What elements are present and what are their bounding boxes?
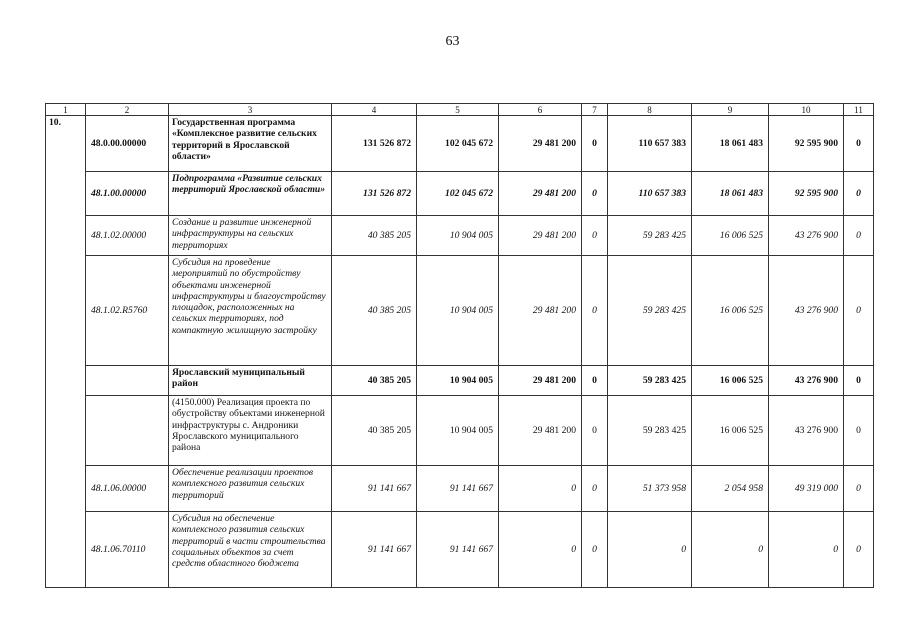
cell-11: 0 xyxy=(844,396,874,466)
row-code: 48.1.02.R5760 xyxy=(86,256,169,366)
row-code: 48.1.06.70110 xyxy=(86,512,169,588)
cell-6: 29 481 200 xyxy=(499,172,582,216)
row-code: 48.1.00.00000 xyxy=(86,172,169,216)
row-name: Субсидия на проведение мероприятий по обустройству объектами инженерной инфраструктуры и благоустройству площадок, расположенных на сельских территориях, под компактную жилищную застройку xyxy=(169,256,332,366)
budget-table xyxy=(45,103,874,588)
table-row xyxy=(46,396,874,466)
cell-8: 59 283 425 xyxy=(608,256,692,366)
cell-9: 2 054 958 xyxy=(692,466,769,512)
cell-8: 59 283 425 xyxy=(608,366,692,396)
header-cell: 7 xyxy=(582,104,608,116)
cell-8: 51 373 958 xyxy=(608,466,692,512)
cell-10: 0 xyxy=(769,512,844,588)
header-row xyxy=(46,104,874,116)
header-cell: 5 xyxy=(417,104,499,116)
cell-11: 0 xyxy=(844,116,874,172)
cell-6: 29 481 200 xyxy=(499,216,582,256)
cell-11: 0 xyxy=(844,512,874,588)
cell-5: 10 904 005 xyxy=(417,256,499,366)
cell-4: 91 141 667 xyxy=(332,512,417,588)
cell-5: 102 045 672 xyxy=(417,116,499,172)
cell-5: 10 904 005 xyxy=(417,396,499,466)
row-name: Создание и развитие инженерной инфраструктуры на сельских территориях xyxy=(169,216,332,256)
cell-9: 16 006 525 xyxy=(692,256,769,366)
cell-11: 0 xyxy=(844,466,874,512)
table-row xyxy=(46,466,874,512)
cell-4: 40 385 205 xyxy=(332,396,417,466)
cell-7: 0 xyxy=(582,172,608,216)
row-code: 48.1.06.00000 xyxy=(86,466,169,512)
cell-6: 29 481 200 xyxy=(499,256,582,366)
row-code: 48.1.02.00000 xyxy=(86,216,169,256)
cell-10: 43 276 900 xyxy=(769,256,844,366)
header-cell: 9 xyxy=(692,104,769,116)
cell-6: 0 xyxy=(499,466,582,512)
cell-11: 0 xyxy=(844,172,874,216)
cell-4: 40 385 205 xyxy=(332,366,417,396)
row-name: Подпрограмма «Развитие сельских территорий Ярославской области» xyxy=(169,172,332,216)
cell-10: 43 276 900 xyxy=(769,216,844,256)
cell-5: 91 141 667 xyxy=(417,466,499,512)
header-cell: 8 xyxy=(608,104,692,116)
row-code xyxy=(86,396,169,466)
row-name: Ярославский муниципальный район xyxy=(169,366,332,396)
cell-10: 43 276 900 xyxy=(769,366,844,396)
cell-11: 0 xyxy=(844,256,874,366)
cell-10: 92 595 900 xyxy=(769,116,844,172)
cell-9: 16 006 525 xyxy=(692,396,769,466)
cell-4: 131 526 872 xyxy=(332,172,417,216)
cell-11: 0 xyxy=(844,366,874,396)
row-index: 10. xyxy=(46,116,86,588)
table-row xyxy=(46,116,874,172)
table-row xyxy=(46,256,874,366)
cell-9: 16 006 525 xyxy=(692,216,769,256)
cell-8: 59 283 425 xyxy=(608,396,692,466)
cell-11: 0 xyxy=(844,216,874,256)
header-cell: 1 xyxy=(46,104,86,116)
header-cell: 4 xyxy=(332,104,417,116)
cell-8: 110 657 383 xyxy=(608,116,692,172)
cell-6: 29 481 200 xyxy=(499,366,582,396)
header-cell: 3 xyxy=(169,104,332,116)
cell-9: 18 061 483 xyxy=(692,116,769,172)
row-name: Обеспечение реализации проектов комплексного развития сельских территорий xyxy=(169,466,332,512)
cell-10: 49 319 000 xyxy=(769,466,844,512)
row-name: (4150.000) Реализация проекта по обустройству объектами инженерной инфраструктуры с. Андроники Ярославского муниципального района xyxy=(169,396,332,466)
cell-4: 131 526 872 xyxy=(332,116,417,172)
header-cell: 10 xyxy=(769,104,844,116)
cell-7: 0 xyxy=(582,216,608,256)
cell-10: 43 276 900 xyxy=(769,396,844,466)
cell-4: 91 141 667 xyxy=(332,466,417,512)
table-row xyxy=(46,366,874,396)
page-number: 63 xyxy=(445,34,460,49)
cell-10: 92 595 900 xyxy=(769,172,844,216)
row-code xyxy=(86,366,169,396)
cell-8: 59 283 425 xyxy=(608,216,692,256)
header-cell: 11 xyxy=(844,104,874,116)
cell-4: 40 385 205 xyxy=(332,216,417,256)
cell-5: 102 045 672 xyxy=(417,172,499,216)
row-code: 48.0.00.00000 xyxy=(86,116,169,172)
cell-7: 0 xyxy=(582,396,608,466)
cell-7: 0 xyxy=(582,116,608,172)
cell-9: 0 xyxy=(692,512,769,588)
cell-5: 91 141 667 xyxy=(417,512,499,588)
cell-5: 10 904 005 xyxy=(417,366,499,396)
cell-6: 29 481 200 xyxy=(499,116,582,172)
cell-9: 18 061 483 xyxy=(692,172,769,216)
cell-6: 29 481 200 xyxy=(499,396,582,466)
table-row xyxy=(46,512,874,588)
cell-9: 16 006 525 xyxy=(692,366,769,396)
header-cell: 2 xyxy=(86,104,169,116)
cell-5: 10 904 005 xyxy=(417,216,499,256)
cell-7: 0 xyxy=(582,512,608,588)
cell-8: 0 xyxy=(608,512,692,588)
cell-4: 40 385 205 xyxy=(332,256,417,366)
cell-7: 0 xyxy=(582,466,608,512)
row-name: Государственная программа «Комплексное развитие сельских территорий в Ярославской области» xyxy=(169,116,332,172)
cell-6: 0 xyxy=(499,512,582,588)
header-cell: 6 xyxy=(499,104,582,116)
cell-7: 0 xyxy=(582,256,608,366)
cell-7: 0 xyxy=(582,366,608,396)
row-name: Субсидия на обеспечение комплексного развития сельских территорий в части строительства социальных объектов за счет средств областного бюджета xyxy=(169,512,332,588)
cell-8: 110 657 383 xyxy=(608,172,692,216)
table-row xyxy=(46,172,874,216)
table-row xyxy=(46,216,874,256)
